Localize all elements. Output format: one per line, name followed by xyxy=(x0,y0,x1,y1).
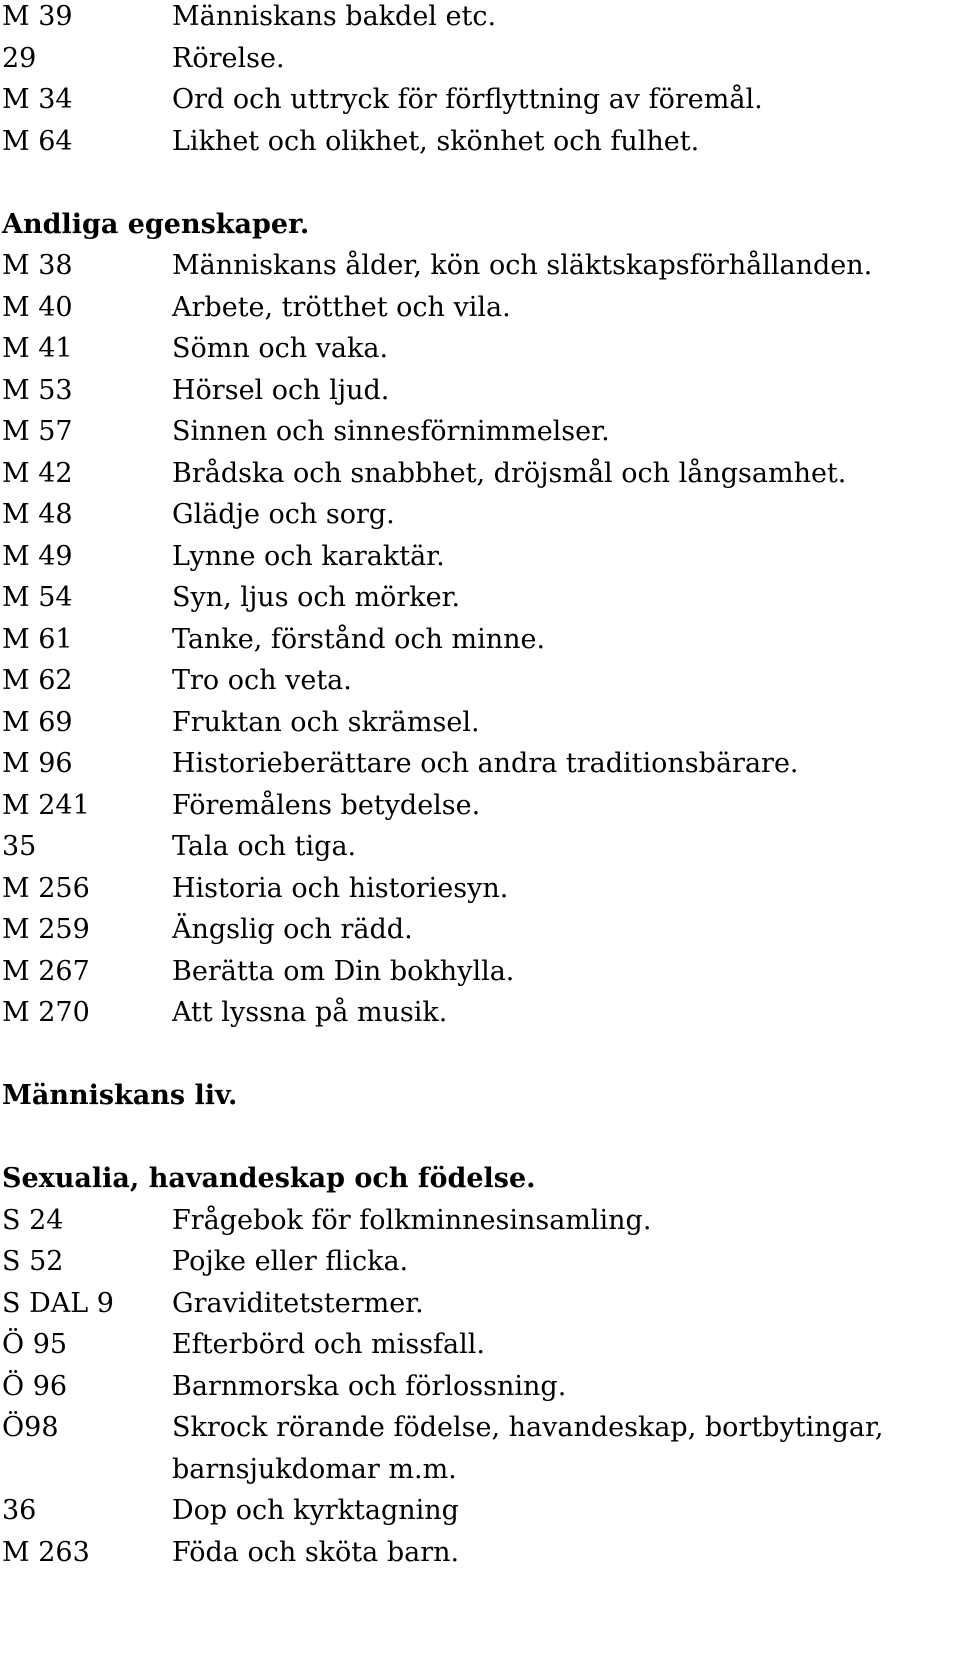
list-item xyxy=(2,951,952,993)
item-title: Arbete, trötthet och vila. xyxy=(172,291,511,323)
list-item xyxy=(2,287,952,329)
item-title: Ord och uttryck för förflyttning av föremål. xyxy=(172,84,763,115)
item-title: Historia och historiesyn. xyxy=(172,872,509,904)
item-code: S DAL 9 xyxy=(2,1287,114,1319)
list-item xyxy=(2,1241,952,1283)
item-code: M 40 xyxy=(2,291,73,323)
item-title: Lynne och karaktär. xyxy=(172,540,445,572)
item-code-empty xyxy=(2,1449,172,1491)
item-code: M 259 xyxy=(2,914,90,945)
item-code: M 69 xyxy=(2,706,73,738)
item-code: M 48 xyxy=(2,499,73,530)
list-item xyxy=(2,79,952,121)
item-code: M 263 xyxy=(2,1536,90,1568)
list-item xyxy=(2,909,952,951)
list-item xyxy=(2,1200,952,1242)
list-item xyxy=(2,494,952,536)
item-code: M 53 xyxy=(2,374,73,406)
list-item xyxy=(2,826,952,868)
item-code: M 49 xyxy=(2,540,73,572)
list-item xyxy=(2,121,952,163)
item-title: Berätta om Din bokhylla. xyxy=(172,955,515,987)
item-code: M 64 xyxy=(2,125,73,157)
list-item xyxy=(2,1407,952,1449)
list-item xyxy=(2,38,952,80)
item-code: 36 xyxy=(2,1495,37,1526)
item-code: S 52 xyxy=(2,1246,64,1277)
item-code: M 39 xyxy=(2,1,73,32)
blank-line xyxy=(2,1117,952,1159)
item-title: Att lyssna på musik. xyxy=(172,997,448,1028)
list-item xyxy=(2,702,952,744)
item-title: Syn, ljus och mörker. xyxy=(172,582,461,613)
item-code: M 62 xyxy=(2,665,73,696)
list-item xyxy=(2,411,952,453)
item-code: S 24 xyxy=(2,1204,64,1236)
list-item xyxy=(2,453,952,495)
list-item xyxy=(2,868,952,910)
item-title: Tala och tiga. xyxy=(172,831,357,862)
item-title: Graviditetstermer. xyxy=(172,1287,424,1319)
list-item xyxy=(2,245,952,287)
section-heading-andliga-egenskaper: Andliga egenskaper. xyxy=(2,208,310,240)
item-title: Föremålens betydelse. xyxy=(172,789,481,821)
section-heading-manniskans-liv: Människans liv. xyxy=(2,1080,238,1111)
list-item xyxy=(2,743,952,785)
item-title: Frågebok för folkminnesinsamling. xyxy=(172,1204,652,1236)
item-code: M 270 xyxy=(2,997,90,1028)
list-item xyxy=(2,370,952,412)
list-item xyxy=(2,1283,952,1325)
item-code: 35 xyxy=(2,831,37,862)
item-code: Ö 96 xyxy=(2,1370,68,1402)
item-title: Efterbörd och missfall. xyxy=(172,1329,485,1360)
item-title: Likhet och olikhet, skönhet och fulhet. xyxy=(172,125,700,157)
item-title: Ängslig och rädd. xyxy=(172,914,413,945)
list-item xyxy=(2,328,952,370)
item-code: M 38 xyxy=(2,250,73,281)
document-page xyxy=(2,0,952,1573)
list-item xyxy=(2,992,952,1034)
item-title: Dop och kyrktagning xyxy=(172,1495,459,1526)
item-code: M 96 xyxy=(2,748,73,779)
item-title: Rörelse. xyxy=(172,42,285,74)
item-code: M 34 xyxy=(2,84,73,115)
list-item xyxy=(2,1532,952,1574)
item-title: Fruktan och skrämsel. xyxy=(172,706,480,738)
item-title: Människans bakdel etc. xyxy=(172,1,497,32)
item-code: M 61 xyxy=(2,623,73,655)
item-title: Pojke eller flicka. xyxy=(172,1246,409,1277)
item-title: Hörsel och ljud. xyxy=(172,374,390,406)
item-title: Föda och sköta barn. xyxy=(172,1536,460,1568)
item-title: Historieberättare och andra traditionsbärare. xyxy=(172,748,799,779)
item-title: Brådska och snabbhet, dröjsmål och långsamhet. xyxy=(172,457,847,489)
item-code: Ö 95 xyxy=(2,1329,68,1360)
item-code: M 57 xyxy=(2,416,73,447)
item-title: Skrock rörande födelse, havandeskap, bortbytingar, xyxy=(172,1412,884,1443)
item-code: Ö98 xyxy=(2,1412,59,1443)
item-title: Glädje och sorg. xyxy=(172,499,395,530)
list-item xyxy=(2,660,952,702)
list-item xyxy=(2,536,952,578)
item-title: Människans ålder, kön och släktskapsförhållanden. xyxy=(172,250,873,281)
item-title: Tro och veta. xyxy=(172,665,352,696)
list-item xyxy=(2,1490,952,1532)
item-title: Sömn och vaka. xyxy=(172,333,389,364)
blank-line xyxy=(2,162,952,204)
item-title: Sinnen och sinnesförnimmelser. xyxy=(172,416,610,447)
list-item xyxy=(2,1324,952,1366)
item-title: Tanke, förstånd och minne. xyxy=(172,623,546,655)
list-item xyxy=(2,0,952,38)
list-item xyxy=(2,577,952,619)
list-item xyxy=(2,619,952,661)
list-item xyxy=(2,785,952,827)
item-title-continuation: barnsjukdomar m.m. xyxy=(172,1453,457,1485)
section-heading-sexualia: Sexualia, havandeskap och födelse. xyxy=(2,1163,536,1194)
item-code: M 54 xyxy=(2,582,73,613)
list-item-continuation xyxy=(2,1449,952,1491)
item-title: Barnmorska och förlossning. xyxy=(172,1370,567,1402)
list-item xyxy=(2,1366,952,1408)
item-code: M 256 xyxy=(2,872,90,904)
item-code: M 241 xyxy=(2,789,90,821)
item-code: M 42 xyxy=(2,457,73,489)
item-code: M 41 xyxy=(2,333,73,364)
blank-line xyxy=(2,1034,952,1076)
item-code: 29 xyxy=(2,42,37,74)
item-code: M 267 xyxy=(2,955,90,987)
